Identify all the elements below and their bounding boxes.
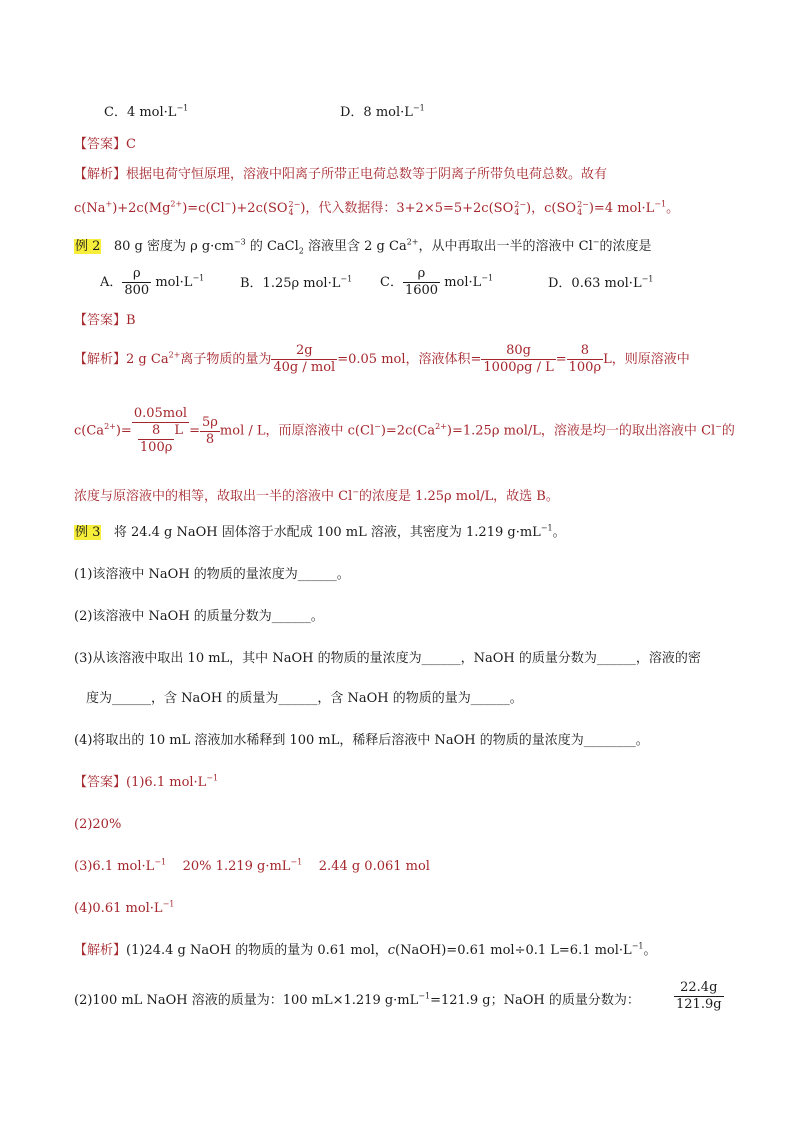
answer-3-3: (3)6.1 $mol\cdot L^{-1}$ 20% 1.219 $g\cdot mL^{-1}$ 2.44 g 0.061 mol [74, 857, 430, 874]
analysis-2-line3: 浓度与原溶液中的相等，故取出一半的溶液中 Cl−的浓度是 1.25ρ mol/L，故选 B。 [74, 487, 559, 504]
answer-3-1: 【答案】(1)6.1 $mol\cdot L^{-1}$ [74, 773, 219, 790]
example-3-sub-3b: 度为______，含 NaOH 的质量为______，含 NaOH 的物质的量为______。 [86, 691, 523, 706]
example-3-sub-1: (1)该溶液中 NaOH 的物质的量浓度为______。 [74, 567, 350, 582]
example-3-sub-3a: (3)从该溶液中取出 10 mL，其中 NaOH 的物质的量浓度为______，NaOH 的质量分数为______，溶液的密 [74, 651, 701, 666]
example-2-question: 例 2 80 g 密度为 ρ $g\cdot cm^{-3}$ 的 CaCl$_2$ 溶液里含 2 g $Ca^{2+}$，从中再取出一半的溶液中 Cl−的浓度是 [75, 237, 652, 256]
answer-2: 【答案】B [74, 313, 136, 328]
example-2-option-b: B．1.25ρ $mol\cdot L^{-1}$ [240, 274, 353, 291]
example-2-option-c: C． $\frac{\rho}{1600}$ $mol\cdot L^{-1}$ [380, 266, 494, 298]
example-2-option-a: A． $\frac{\rho}{800}$ $mol\cdot L^{-1}$ [100, 266, 205, 298]
analysis-2-line1: 【解析】2 g $Ca^{2+}$离子物质的量为 $\frac{2g}{\text{40g / mol}}$ =0.05 mol，溶液体积= $\frac{80g}{1000\rho g / L}$ = $\frac{8}{100\rho}$ L，则原溶液中 [74, 343, 690, 375]
example-tag: 例 3 [75, 525, 101, 540]
analysis-2-line2: $c(Ca^{2+})=$ 0.05mol $\frac{8}{100\rho}$ L = $\frac{5\rho}{8}$ mol / L，而原溶液中 $c(Cl^-)=2c(Ca^{2+})=1.25\rho$ mol/L，溶液是均一的取出溶液中 Cl−的 [74, 406, 735, 455]
analysis-1-equation: $c(Na^+)+2c(Mg^{2+})=c(Cl^-)+2c(SO$ 2− 4 )，代入数据得：3+2×5=5+2c(SO 2− 4 )，c(SO 2− 4 )=4 $mol\cdot L^{-1}$。 [74, 199, 680, 217]
analysis-3-line2: (2)100 mL NaOH 溶液的质量为：100 mL×1.219 $g\cdot mL^{-1}=121.9$ g；NaOH 的质量分数为： [74, 991, 640, 1008]
example-2-option-d: D．0.63 $mol\cdot L^{-1}$ [548, 274, 654, 291]
option-d-prev: D．8 $mol\cdot L^{-1}$ [340, 103, 425, 120]
option-c-prev: C．4 $mol\cdot L^{-1}$ [104, 103, 189, 120]
example-3-sub-2: (2)该溶液中 NaOH 的质量分数为______。 [74, 609, 324, 624]
analysis-3-fraction: $\frac{22.4g}{121.9g}$ [676, 980, 722, 1012]
example-3-sub-4: (4)将取出的 10 mL 溶液加水稀释到 100 mL，稀释后溶液中 NaOH 的物质的量浓度为________。 [74, 733, 649, 748]
answer-1: 【答案】C [74, 137, 136, 152]
answer-3-2: (2)20% [74, 817, 122, 832]
analysis-3-line1: 【解析】(1)24.4 g NaOH 的物质的量为 0.61 mol，c(NaOH)=0.61 mol÷0.1 L=6.1 $mol\cdot L^{-1}$。 [74, 941, 657, 958]
analysis-1-line1: 【解析】根据电荷守恒原理，溶液中阳离子所带正电荷总数等于阴离子所带负电荷总数。故有 [74, 167, 608, 182]
answer-3-4: (4)0.61 $mol\cdot L^{-1}$ [74, 899, 175, 916]
example-3-question: 例 3 将 24.4 g NaOH 固体溶于水配成 100 mL 溶液，其密度为 1.219 $g\cdot mL^{-1}$。 [75, 523, 566, 540]
example-tag: 例 2 [75, 239, 101, 254]
